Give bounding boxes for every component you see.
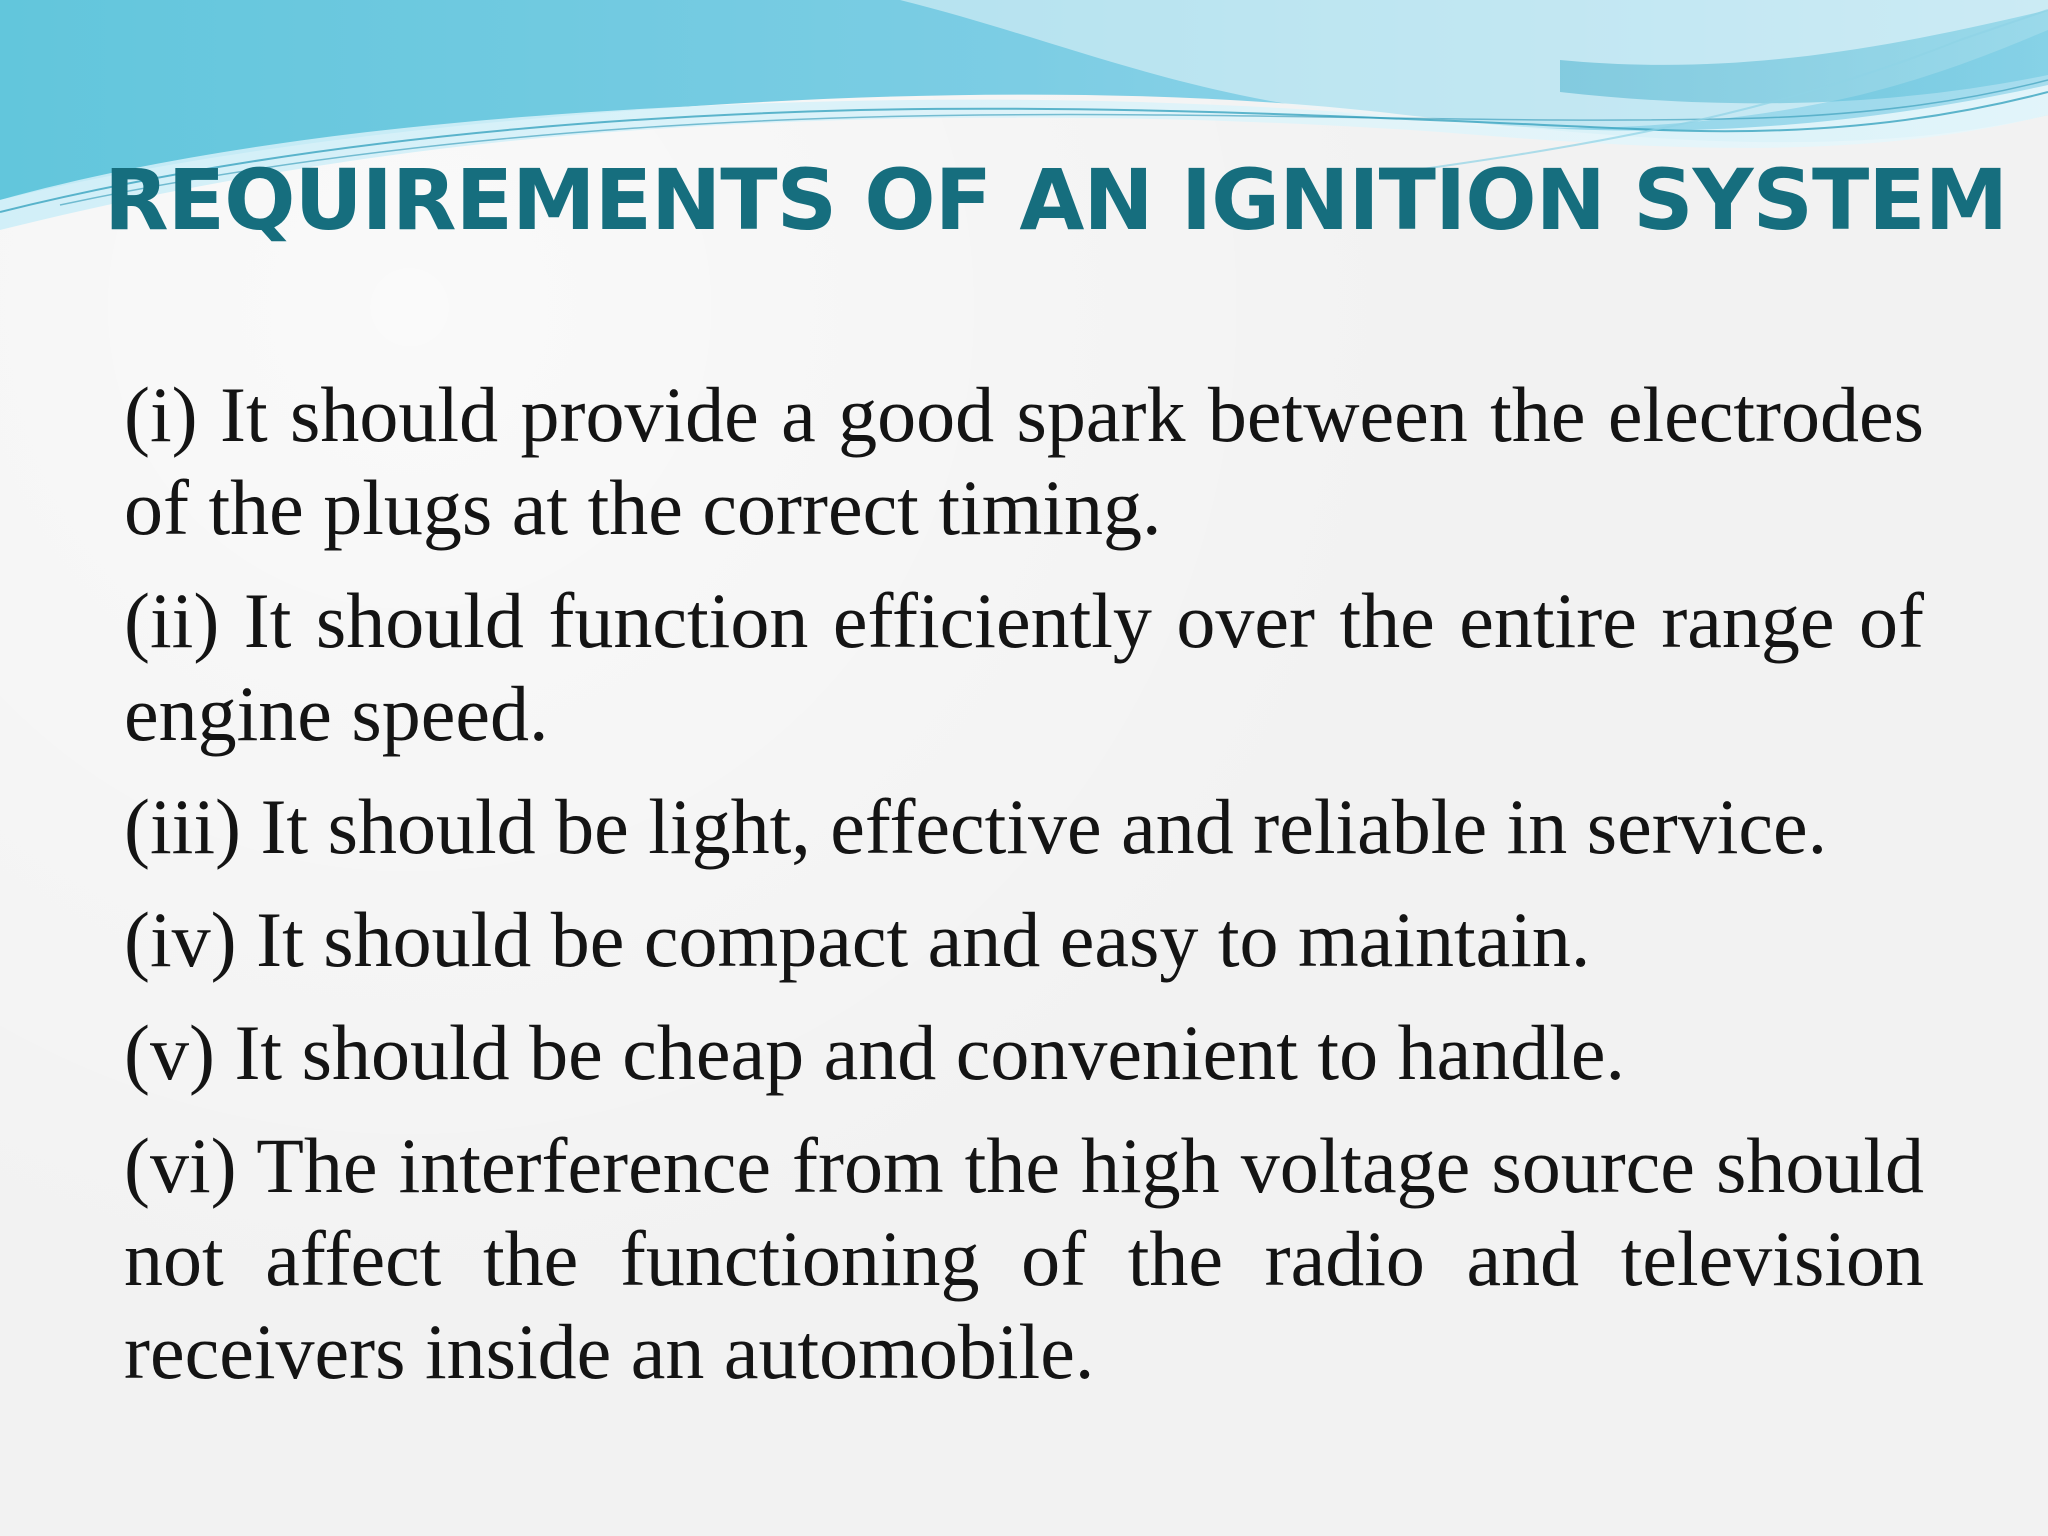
requirement-item-1: (i) It should provide a good spark between the electrodes of the plugs at the correct timing. [124,371,1924,551]
slide-title: REQUIREMENTS OF AN IGNITION SYSTEM [104,151,2008,249]
requirement-item-3: (iii) It should be light, effective and reliable in service. [124,783,1828,870]
requirement-item-6: (vi) The interference from the high voltage source should not affect the functioning of the radio and television receivers inside an automobile. [124,1122,1924,1395]
requirements-list [124,368,1924,1418]
requirement-item-4: (iv) It should be compact and easy to maintain. [124,896,1591,983]
requirement-item-2: (ii) It should function efficiently over the entire range of engine speed. [124,577,1924,757]
requirement-item-5: (v) It should be cheap and convenient to handle. [124,1009,1626,1096]
